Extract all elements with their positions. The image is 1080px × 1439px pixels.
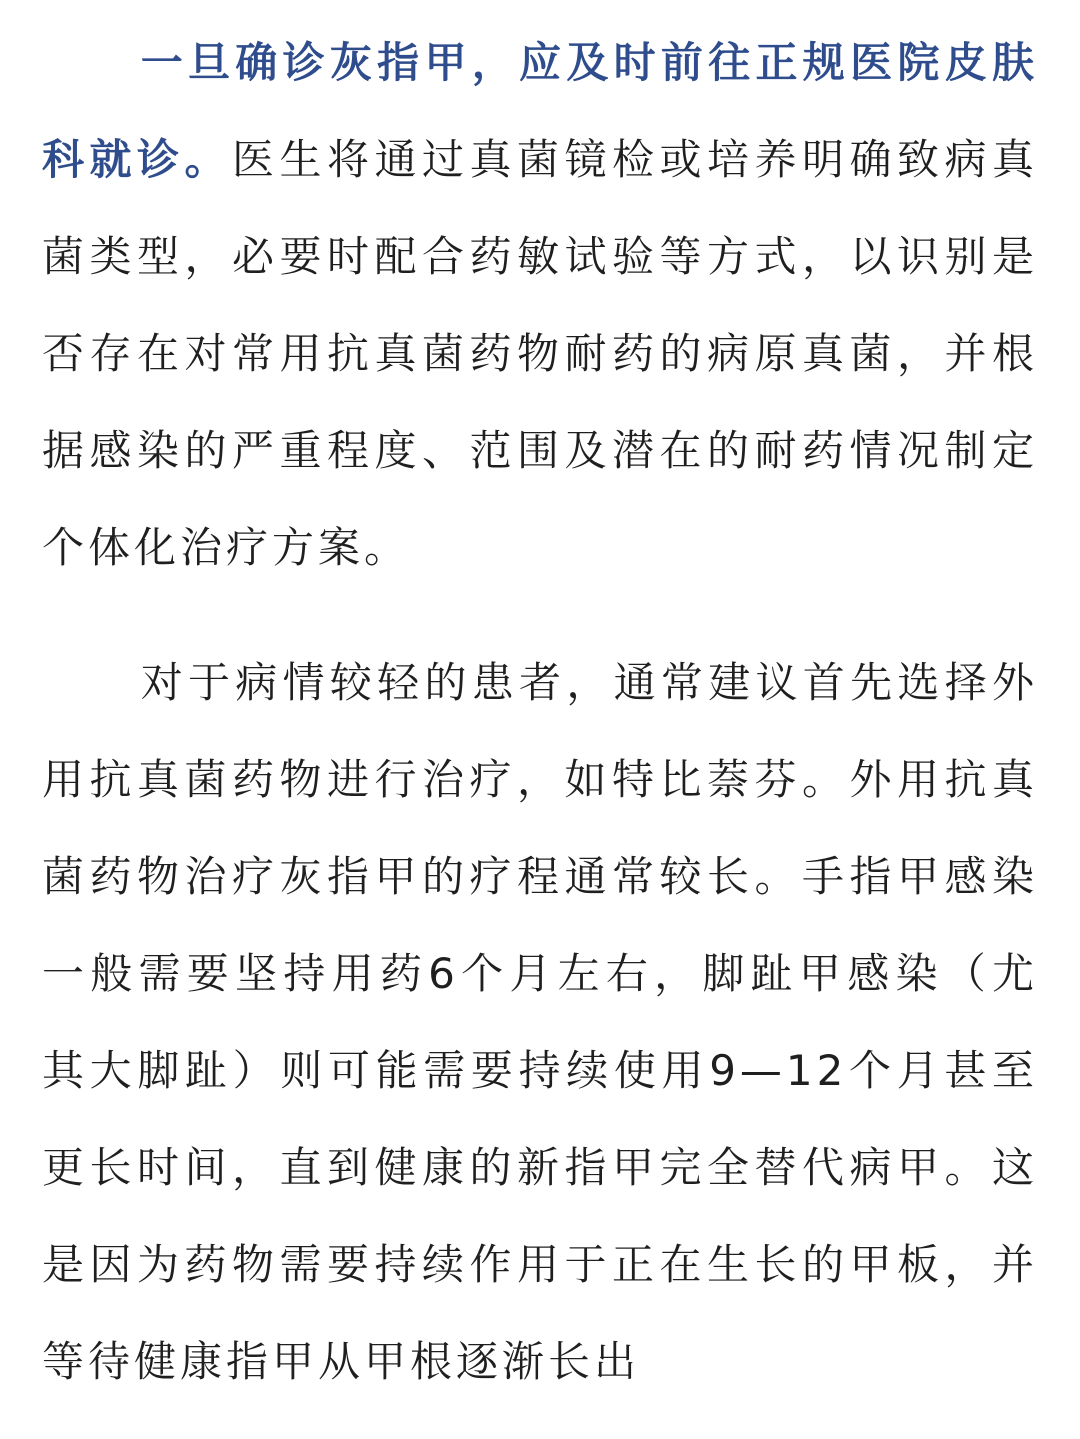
paragraph-text: 对于病情较轻的患者，通常建议首先选择外用抗真菌药物进行治疗，如特比萘芬。外用抗真菌药物治疗灰指甲的疗程通常较长。手指甲感染一般需要坚持用药6个月左右，脚趾甲感染（尤其大脚趾）则可能需要持续使用9—12个月甚至更长时间，直到健康的新指甲完全替代病甲。这是因为药物需要持续作用于正在生长的甲板，并等待健康指甲从甲根逐渐长出 [42,658,1038,1386]
paragraph-diagnosis [42,14,1038,596]
article-body [42,14,1038,1410]
highlighted-sentence: 一旦确诊灰指甲，应及时前往正规医院皮肤科就诊。 [42,38,1038,184]
paragraph-treatment [42,634,1038,1410]
paragraph-text: 医生将通过真菌镜检或培养明确致病真菌类型，必要时配合药敏试验等方式，以识别是否存在对常用抗真菌药物耐药的病原真菌，并根据感染的严重程度、范围及潜在的耐药情况制定个体化治疗方案。 [42,135,1038,572]
